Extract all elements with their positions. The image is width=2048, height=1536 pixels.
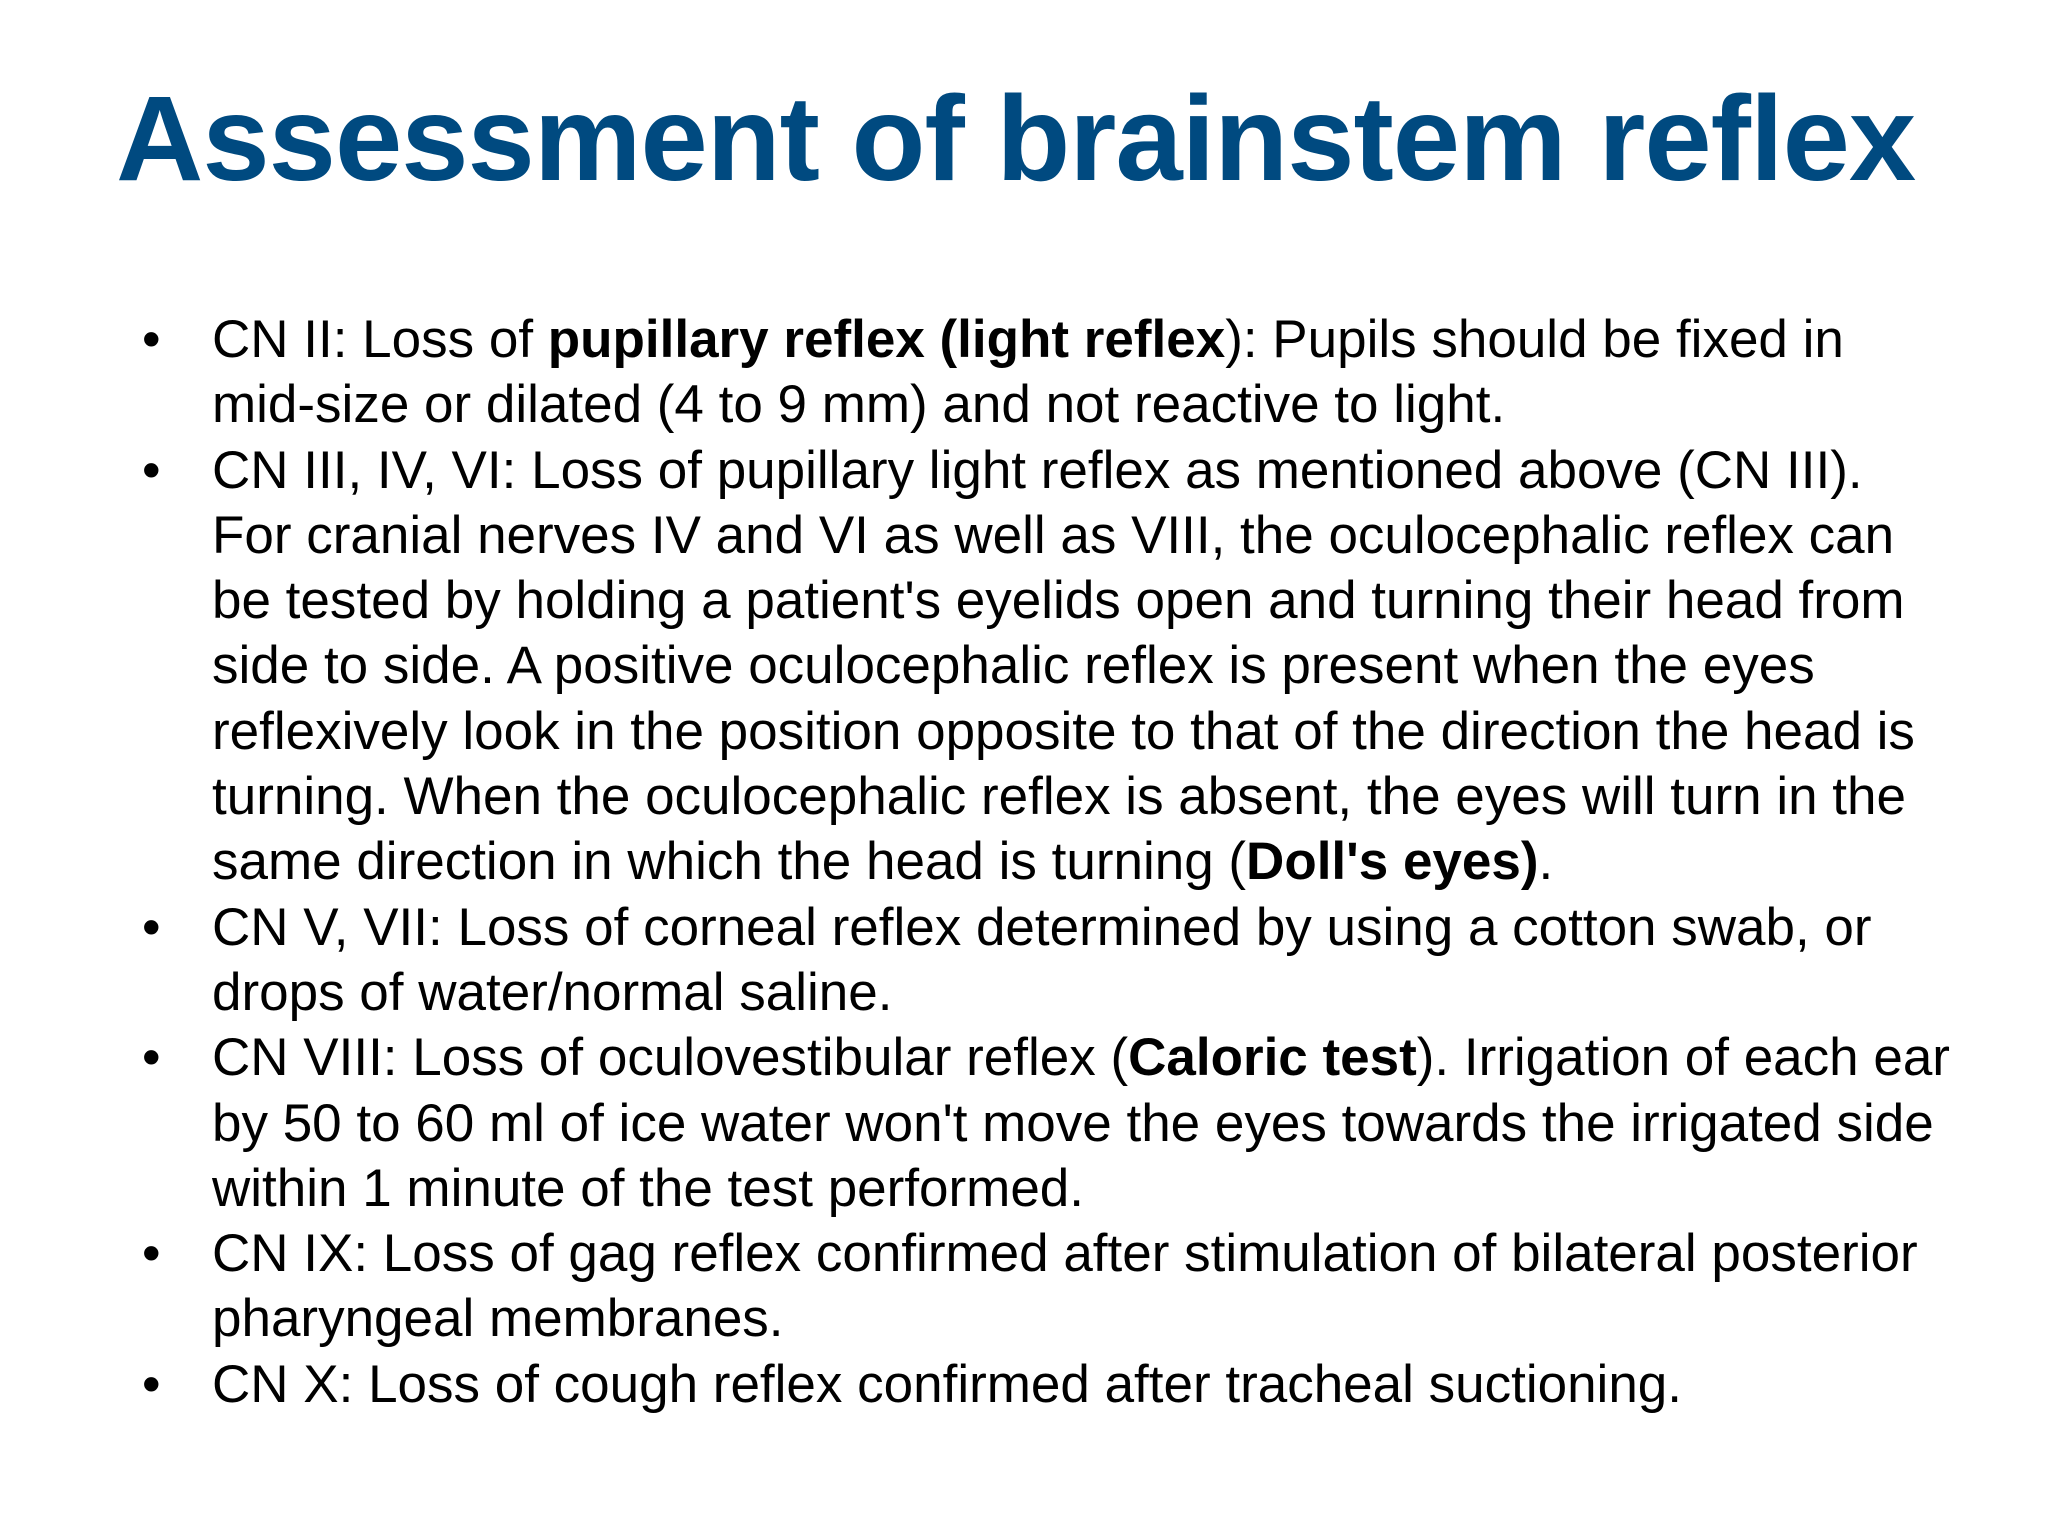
- bullet-text-bold-segment: Doll's eyes): [1246, 832, 1539, 892]
- bullet-text-bold-segment: Caloric test: [1128, 1028, 1417, 1088]
- bullet-text-segment: CN II: Loss of: [212, 310, 548, 369]
- bullet-text-segment: CN X: Loss of cough reflex confirmed after tracheal suctioning.: [212, 1354, 1682, 1414]
- bullet-dot-icon: •: [142, 1354, 161, 1414]
- bullet-text: [212, 310, 1844, 434]
- bullet-text-segment: .: [1538, 832, 1554, 892]
- bullet-text: [212, 898, 1872, 1022]
- bullet-text-segment: CN V, VII: Loss of corneal reflex determined by using a cotton swab, or drops of water/normal saline.: [212, 897, 1872, 1022]
- bullet-text-segment: CN VIII: Loss of oculovestibular reflex (: [212, 1028, 1129, 1088]
- bullet-item-cn-ii: [136, 307, 1956, 438]
- bullet-dot-icon: •: [142, 1028, 161, 1088]
- bullet-dot-icon: •: [142, 897, 161, 957]
- bullet-text: [212, 1355, 1682, 1414]
- slide-title: Assessment of brainstem reflex: [116, 70, 1916, 206]
- bullet-text-segment: ): Pupils should be fixed in mid-size or dilated (4 to 9 mm) and not reactive to light.: [212, 310, 1844, 435]
- bullet-text: [212, 1028, 1950, 1218]
- bullet-text-bold-segment: pupillary reflex (light reflex: [547, 310, 1226, 369]
- bullet-dot-icon: •: [142, 1224, 161, 1284]
- bullet-item-cn-iii-iv-vi: [136, 438, 1956, 895]
- bullet-text: [212, 1224, 1918, 1348]
- bullet-text-segment: CN IX: Loss of gag reflex confirmed after stimulation of bilateral posterior pharyngeal membranes.: [212, 1224, 1918, 1349]
- bullet-text-segment: ). Irrigation of each ear by 50 to 60 ml of ice water won't move the eyes towards the irrigated side within 1 minute of the test performed.: [212, 1028, 1950, 1218]
- bullet-item-cn-x: [136, 1352, 1956, 1417]
- bullet-dot-icon: •: [142, 440, 161, 500]
- bullet-item-cn-viii: [136, 1025, 1956, 1221]
- bullet-text: [212, 441, 1915, 892]
- bullet-item-cn-v-vii: [136, 895, 1956, 1026]
- bullet-item-cn-ix: [136, 1221, 1956, 1352]
- bullet-text-segment: CN III, IV, VI: Loss of pupillary light reflex as mentioned above (CN III). For cranial nerves IV and VI as well as VIII, the oculocephalic reflex can be tested by holding a patient's eyelids open and turning their head from side to side. A positive oculocephalic reflex is present when the eyes reflexively look in the position opposite to that of the direction the head is turning. When the oculocephalic reflex is absent, the eyes will turn in the same direction in which the head is turning (: [212, 440, 1915, 892]
- bullet-dot-icon: •: [142, 310, 161, 369]
- bullet-list: [136, 307, 1956, 1417]
